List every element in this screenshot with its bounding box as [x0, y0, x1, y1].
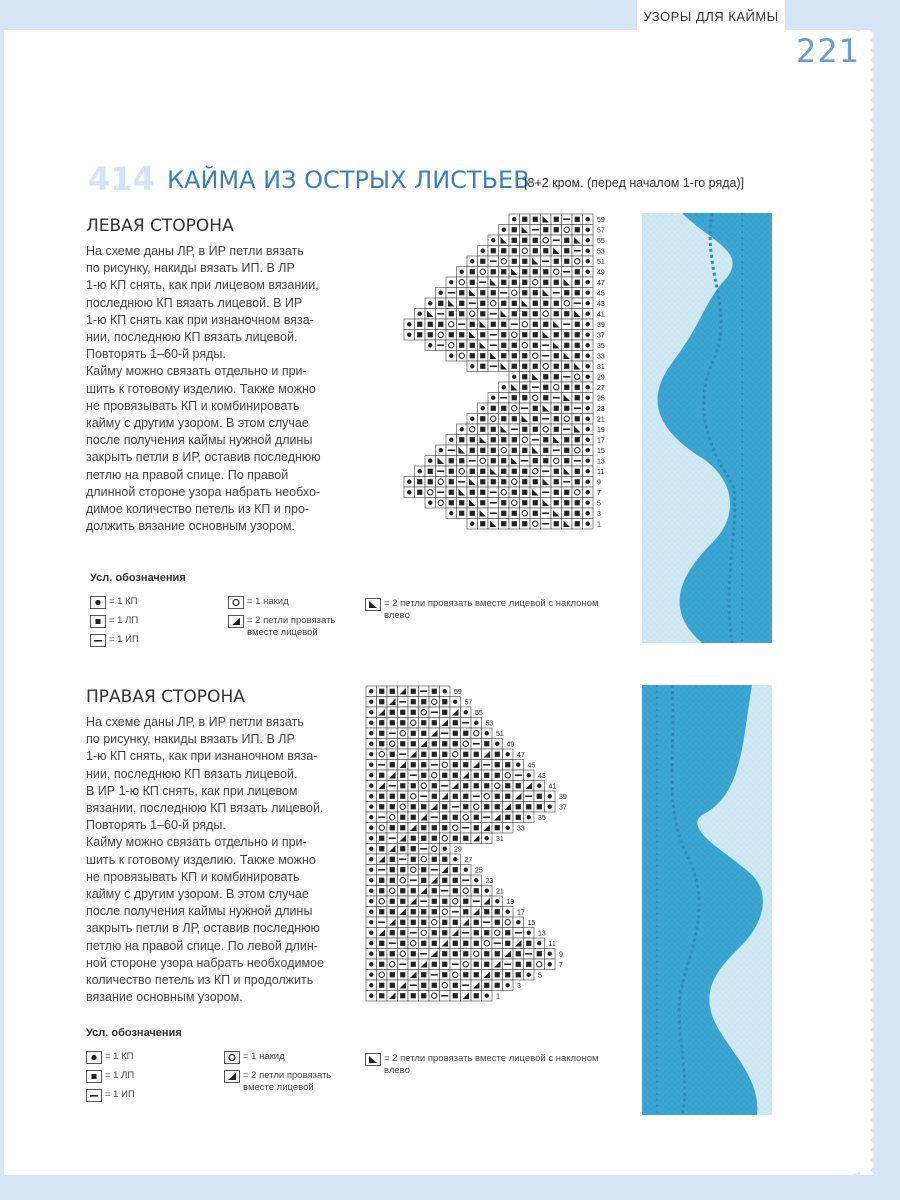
text-line: вязании, последнюю КП вязать лицевой. [86, 801, 324, 816]
row-number: 59 [454, 689, 462, 696]
text-line: закрыть петли в ЛР, оставив последнюю [86, 921, 320, 936]
right-legend-title: Усл. обозначения [86, 1027, 182, 1039]
chart-cell [436, 330, 447, 341]
chart-cell [419, 928, 430, 939]
row-number: 15 [527, 920, 536, 927]
text-line: последнюю КП вязать лицевой. В ИР [86, 295, 303, 310]
row-number: 41 [597, 311, 605, 319]
legend-label: = 1 ИП [109, 634, 139, 645]
legend-yarn-over [228, 596, 289, 609]
knit-stitch-icon [90, 615, 106, 628]
chart-cell [419, 707, 430, 718]
text-line: должить вязание основным узором. [86, 519, 295, 534]
legend-label: = 2 петли провязать вместе лицевой [243, 1070, 332, 1093]
row-number: 39 [559, 794, 567, 801]
row-number: 55 [597, 238, 605, 245]
chart-cell [429, 844, 440, 855]
scalloped-edge [860, 30, 880, 1175]
chart-cell [499, 445, 510, 456]
k2tog-left-icon [365, 598, 381, 611]
legend-label: = 1 ЛП [109, 615, 139, 626]
chart-cell [398, 949, 409, 960]
chart-cell [457, 277, 468, 288]
chart-cell [520, 319, 531, 330]
text-line: Кайму можно связать отдельно и при- [86, 835, 307, 850]
left-side-photo [642, 213, 772, 648]
stitch-grid [404, 214, 593, 529]
legend-purl-stitch [86, 1089, 135, 1102]
edge-stitch-icon [90, 596, 106, 609]
chart-cell [440, 907, 451, 918]
chart-cell [457, 466, 468, 477]
row-number: 53 [597, 248, 605, 256]
left-side-heading: ЛЕВАЯ СТОРОНА [86, 216, 234, 236]
row-number: 29 [597, 374, 605, 382]
stitch-grid [366, 686, 555, 1001]
chart-cell [509, 403, 520, 414]
chart-cell [408, 938, 419, 949]
chart-cell [425, 487, 436, 498]
row-number: 7 [559, 962, 563, 969]
purl-stitch-icon [86, 1089, 102, 1102]
chart-cell [387, 959, 398, 970]
row-number: 27 [597, 385, 605, 392]
running-head: УЗОРЫ ДЛЯ КАЙМЫ [637, 0, 785, 32]
text-line: по рисунку, накиды вязать ИП. В ЛР [86, 732, 295, 747]
text-line: количество петель из КП и продолжить [86, 973, 314, 988]
chart-cell [509, 330, 520, 341]
chart-cell [509, 477, 520, 488]
row-number: 27 [464, 857, 473, 864]
chart-cell [471, 802, 482, 813]
chart-cell [377, 823, 388, 834]
text-line: 1-ю КП снять, как при изнаночном вяза- [86, 749, 318, 764]
row-number: 5 [597, 500, 601, 508]
text-line: Повторять 1–60-й ряды. [86, 818, 226, 833]
text-line: петлю на правой спице. По правой [86, 467, 289, 482]
legend-label: = 1 КП [105, 1051, 134, 1062]
chart-cell [509, 288, 520, 299]
chart-cell [541, 424, 552, 435]
legend-k2tog [228, 615, 335, 639]
row-number: 25 [597, 395, 605, 403]
chart-cell [509, 498, 520, 509]
row-number: 31 [597, 364, 605, 371]
row-number: 1 [597, 521, 601, 529]
chart-cell [562, 298, 573, 309]
edge-stitch-icon [86, 1051, 102, 1064]
row-number: 35 [597, 343, 605, 350]
legend-edge-stitch [86, 1051, 133, 1064]
chart-cell [440, 980, 451, 991]
row-number: 31 [496, 836, 504, 843]
legend-label: = 1 накид [247, 596, 289, 607]
chart-cell [387, 886, 398, 897]
text-line: кайму с другим узором. В этом случае [86, 416, 309, 431]
chart-cell [499, 487, 510, 498]
legend-label: = 2 петли провязать вместе лицевой [247, 615, 336, 638]
chart-cell [440, 833, 451, 844]
right-side-photo [642, 685, 772, 1120]
text-line: 1-ю КП снять как при изнаночном вяза- [86, 312, 314, 327]
chart-cell [450, 970, 461, 981]
legend-label: = 1 накид [243, 1051, 285, 1062]
text-line: Повторять 1–60-й ряды. [86, 347, 226, 362]
row-number: 17 [517, 909, 525, 917]
text-line: шить к готовому изделию. Также можно [86, 852, 316, 867]
row-number: 47 [597, 280, 605, 287]
row-number: 57 [597, 227, 605, 235]
chart-cell [461, 886, 472, 897]
chart-cell [488, 298, 499, 309]
row-number: 5 [538, 972, 542, 980]
text-line: Кайму можно связать отдельно и при- [86, 364, 307, 379]
chart-cell [398, 728, 409, 739]
chart-cell [534, 959, 545, 970]
row-number: 3 [597, 511, 601, 518]
chart-cell [572, 487, 583, 498]
legend-label: = 1 КП [109, 596, 138, 607]
row-number: 43 [538, 773, 546, 780]
row-number: 25 [475, 867, 483, 875]
chart-cell [530, 351, 541, 362]
chart-cell [408, 718, 419, 729]
cast-on-note: [8+2 кром. (перед началом 1-го ряда)] [524, 176, 745, 190]
chart-cell [440, 760, 451, 771]
k2tog-right-icon [228, 615, 244, 628]
text-line: по рисунку, накиды вязать ИП. В ЛР [86, 261, 295, 276]
row-number: 45 [597, 290, 605, 298]
chart-cell [503, 770, 514, 781]
row-number: 23 [597, 406, 605, 413]
row-number: 21 [597, 416, 605, 424]
row-number: 7 [597, 490, 601, 497]
chart-cell [467, 424, 478, 435]
chart-cell [467, 309, 478, 320]
row-number: 33 [517, 825, 525, 833]
chart-cell [461, 739, 472, 750]
legend-k2tog [224, 1070, 331, 1094]
chart-cell [471, 728, 482, 739]
chart-cell [492, 928, 503, 939]
row-number: 37 [597, 332, 605, 340]
chart-cell [562, 225, 573, 236]
chart-cell [482, 938, 493, 949]
left-side-text [86, 243, 366, 535]
chart-cell [530, 277, 541, 288]
text-line: петлю на правой спице. По левой длин- [86, 938, 318, 953]
chart-cell [377, 896, 388, 907]
chart-cell [530, 393, 541, 404]
legend-label: = 1 ИП [105, 1089, 135, 1100]
text-line: закрыть петли в ИР, оставив последнюю [86, 450, 321, 465]
chart-cell [530, 519, 541, 530]
legend-label: = 1 ЛП [105, 1070, 135, 1081]
text-line: На схеме даны ЛР, в ИР петли вязать [86, 715, 304, 729]
row-number: 13 [597, 458, 605, 466]
chart-cell [572, 372, 583, 383]
row-number: 37 [559, 804, 567, 812]
chart-cell [450, 749, 461, 760]
chart-cell [450, 896, 461, 907]
chart-cell [572, 256, 583, 267]
legend-ssk [365, 598, 599, 622]
right-side-heading: ПРАВАЯ СТОРОНА [86, 687, 245, 707]
row-number: 19 [506, 899, 515, 906]
chart-cell [461, 959, 472, 970]
knit-stitch-icon [86, 1070, 102, 1083]
row-number: 45 [527, 762, 536, 770]
row-number: 55 [475, 710, 483, 717]
text-line: На схеме даны ЛР, в ИР петли вязать [86, 244, 304, 258]
chart-cell [492, 781, 503, 792]
right-side-text [86, 714, 366, 1006]
row-number: 47 [517, 752, 525, 759]
k2tog-right-icon [224, 1070, 240, 1083]
row-number: 51 [597, 259, 605, 266]
chart-cell [551, 456, 562, 467]
chart-cell [503, 917, 514, 928]
row-number: 49 [597, 269, 605, 277]
row-number: 29 [454, 846, 462, 854]
chart-cell [562, 414, 573, 425]
row-number: 15 [597, 448, 605, 455]
row-number: 51 [496, 731, 504, 738]
legend-label: = 2 петли провязать вместе лицевой с наклоном влево [384, 598, 599, 621]
text-line: ной стороне узора набрать необходимое [86, 955, 324, 970]
chart-cell [457, 351, 468, 362]
chart-cell [541, 235, 552, 246]
row-number: 53 [485, 720, 494, 728]
purl-stitch-icon [90, 634, 106, 647]
chart-cell [419, 781, 430, 792]
text-line: длинной стороне узора набрать необхо- [86, 484, 321, 499]
legend-knit-stitch [86, 1070, 134, 1083]
text-line: вязание основным узором. [86, 990, 243, 1005]
text-line: В ИР 1-ю КП снять, как при лицевом [86, 783, 298, 798]
chart-cell [461, 812, 472, 823]
text-line: после получения каймы нужной длины [86, 433, 313, 448]
chart-cell [429, 697, 440, 708]
text-line: нии, последнюю КП вязать лицевой. [86, 766, 298, 781]
chart-cell [499, 256, 510, 267]
row-number: 17 [597, 437, 605, 445]
chart-cell [450, 823, 461, 834]
chart-cell [429, 917, 440, 928]
chart-cell [478, 456, 489, 467]
chart-cell [541, 361, 552, 372]
k2tog-left-icon [365, 1053, 381, 1066]
row-number: 21 [496, 888, 504, 896]
chart-cell [377, 970, 388, 981]
chart-cell [520, 340, 531, 351]
chart-cell [520, 508, 531, 519]
row-number: 59 [597, 217, 605, 224]
row-number: 13 [538, 930, 546, 938]
row-number: 23 [485, 878, 494, 885]
chart-cell [446, 319, 457, 330]
row-number: 1 [496, 993, 500, 1001]
chart-cell [551, 382, 562, 393]
yarn-over-icon [224, 1051, 240, 1064]
chart-cell [520, 435, 531, 446]
chart-cell [387, 739, 398, 750]
row-number: 11 [548, 941, 556, 948]
knitted-border-photo [642, 213, 772, 643]
legend-purl-stitch [90, 634, 139, 647]
chart-cell [572, 445, 583, 456]
row-number: 9 [597, 479, 601, 487]
chart-cell [530, 466, 541, 477]
chart-cell [398, 875, 409, 886]
row-number: 39 [597, 322, 605, 329]
chart-cell [436, 498, 447, 509]
legend-knit-stitch [90, 615, 138, 628]
chart-cell [520, 246, 531, 257]
row-number: 57 [464, 699, 473, 707]
chart-cell [541, 309, 552, 320]
legend-label: = 2 петли провязать вместе лицевой с наклоном влево [384, 1053, 599, 1076]
chart-cell [408, 791, 419, 802]
legend-ssk [365, 1053, 599, 1077]
chart-cell [377, 749, 388, 760]
right-side-chart [364, 684, 639, 1006]
text-line: нии, последнюю КП вязать лицевой. [86, 330, 298, 345]
pattern-title: КАЙМА ИЗ ОСТРЫХ ЛИСТЬЕВ [167, 166, 530, 194]
row-number: 43 [597, 301, 605, 308]
row-number: 11 [597, 469, 605, 476]
knitted-border-photo [642, 685, 772, 1115]
page-number: 221 [796, 32, 861, 70]
chart-cell [446, 340, 457, 351]
left-side-chart [360, 212, 635, 534]
text-line: не провязывать КП и комбинировать [86, 398, 300, 413]
chart-cell [436, 477, 447, 488]
text-line: после получения каймы нужной длины [86, 904, 313, 919]
chart-cell [429, 770, 440, 781]
chart-cell [429, 991, 440, 1002]
chart-cell [488, 414, 499, 425]
text-line: 1-ю КП снять, как при лицевом вязании, [86, 278, 319, 293]
left-legend-title: Усл. обозначения [90, 572, 186, 584]
legend-edge-stitch [90, 596, 137, 609]
chart-cell [478, 267, 489, 278]
row-number: 19 [597, 427, 605, 434]
text-line: кайму с другим узором. В этом случае [86, 887, 309, 902]
row-number: 33 [597, 353, 605, 361]
row-number: 49 [506, 741, 515, 749]
chart-cell [398, 802, 409, 813]
legend-yarn-over [224, 1051, 285, 1064]
chart-cell [408, 865, 419, 876]
row-number: 3 [517, 983, 521, 990]
chart-cell [419, 854, 430, 865]
chart-cell [471, 949, 482, 960]
pattern-number: 414 [88, 160, 155, 198]
row-number: 41 [548, 783, 557, 791]
row-number: 35 [538, 815, 546, 822]
yarn-over-icon [228, 596, 244, 609]
chart-cell [482, 791, 493, 802]
row-number: 9 [559, 951, 563, 959]
chart-cell [551, 267, 562, 278]
text-line: шить к готовому изделию. Также можно [86, 381, 316, 396]
text-line: не провязывать КП и комбинировать [86, 869, 300, 884]
chart-cell [387, 812, 398, 823]
text-line: димое количество петель из КП и про- [86, 502, 310, 517]
